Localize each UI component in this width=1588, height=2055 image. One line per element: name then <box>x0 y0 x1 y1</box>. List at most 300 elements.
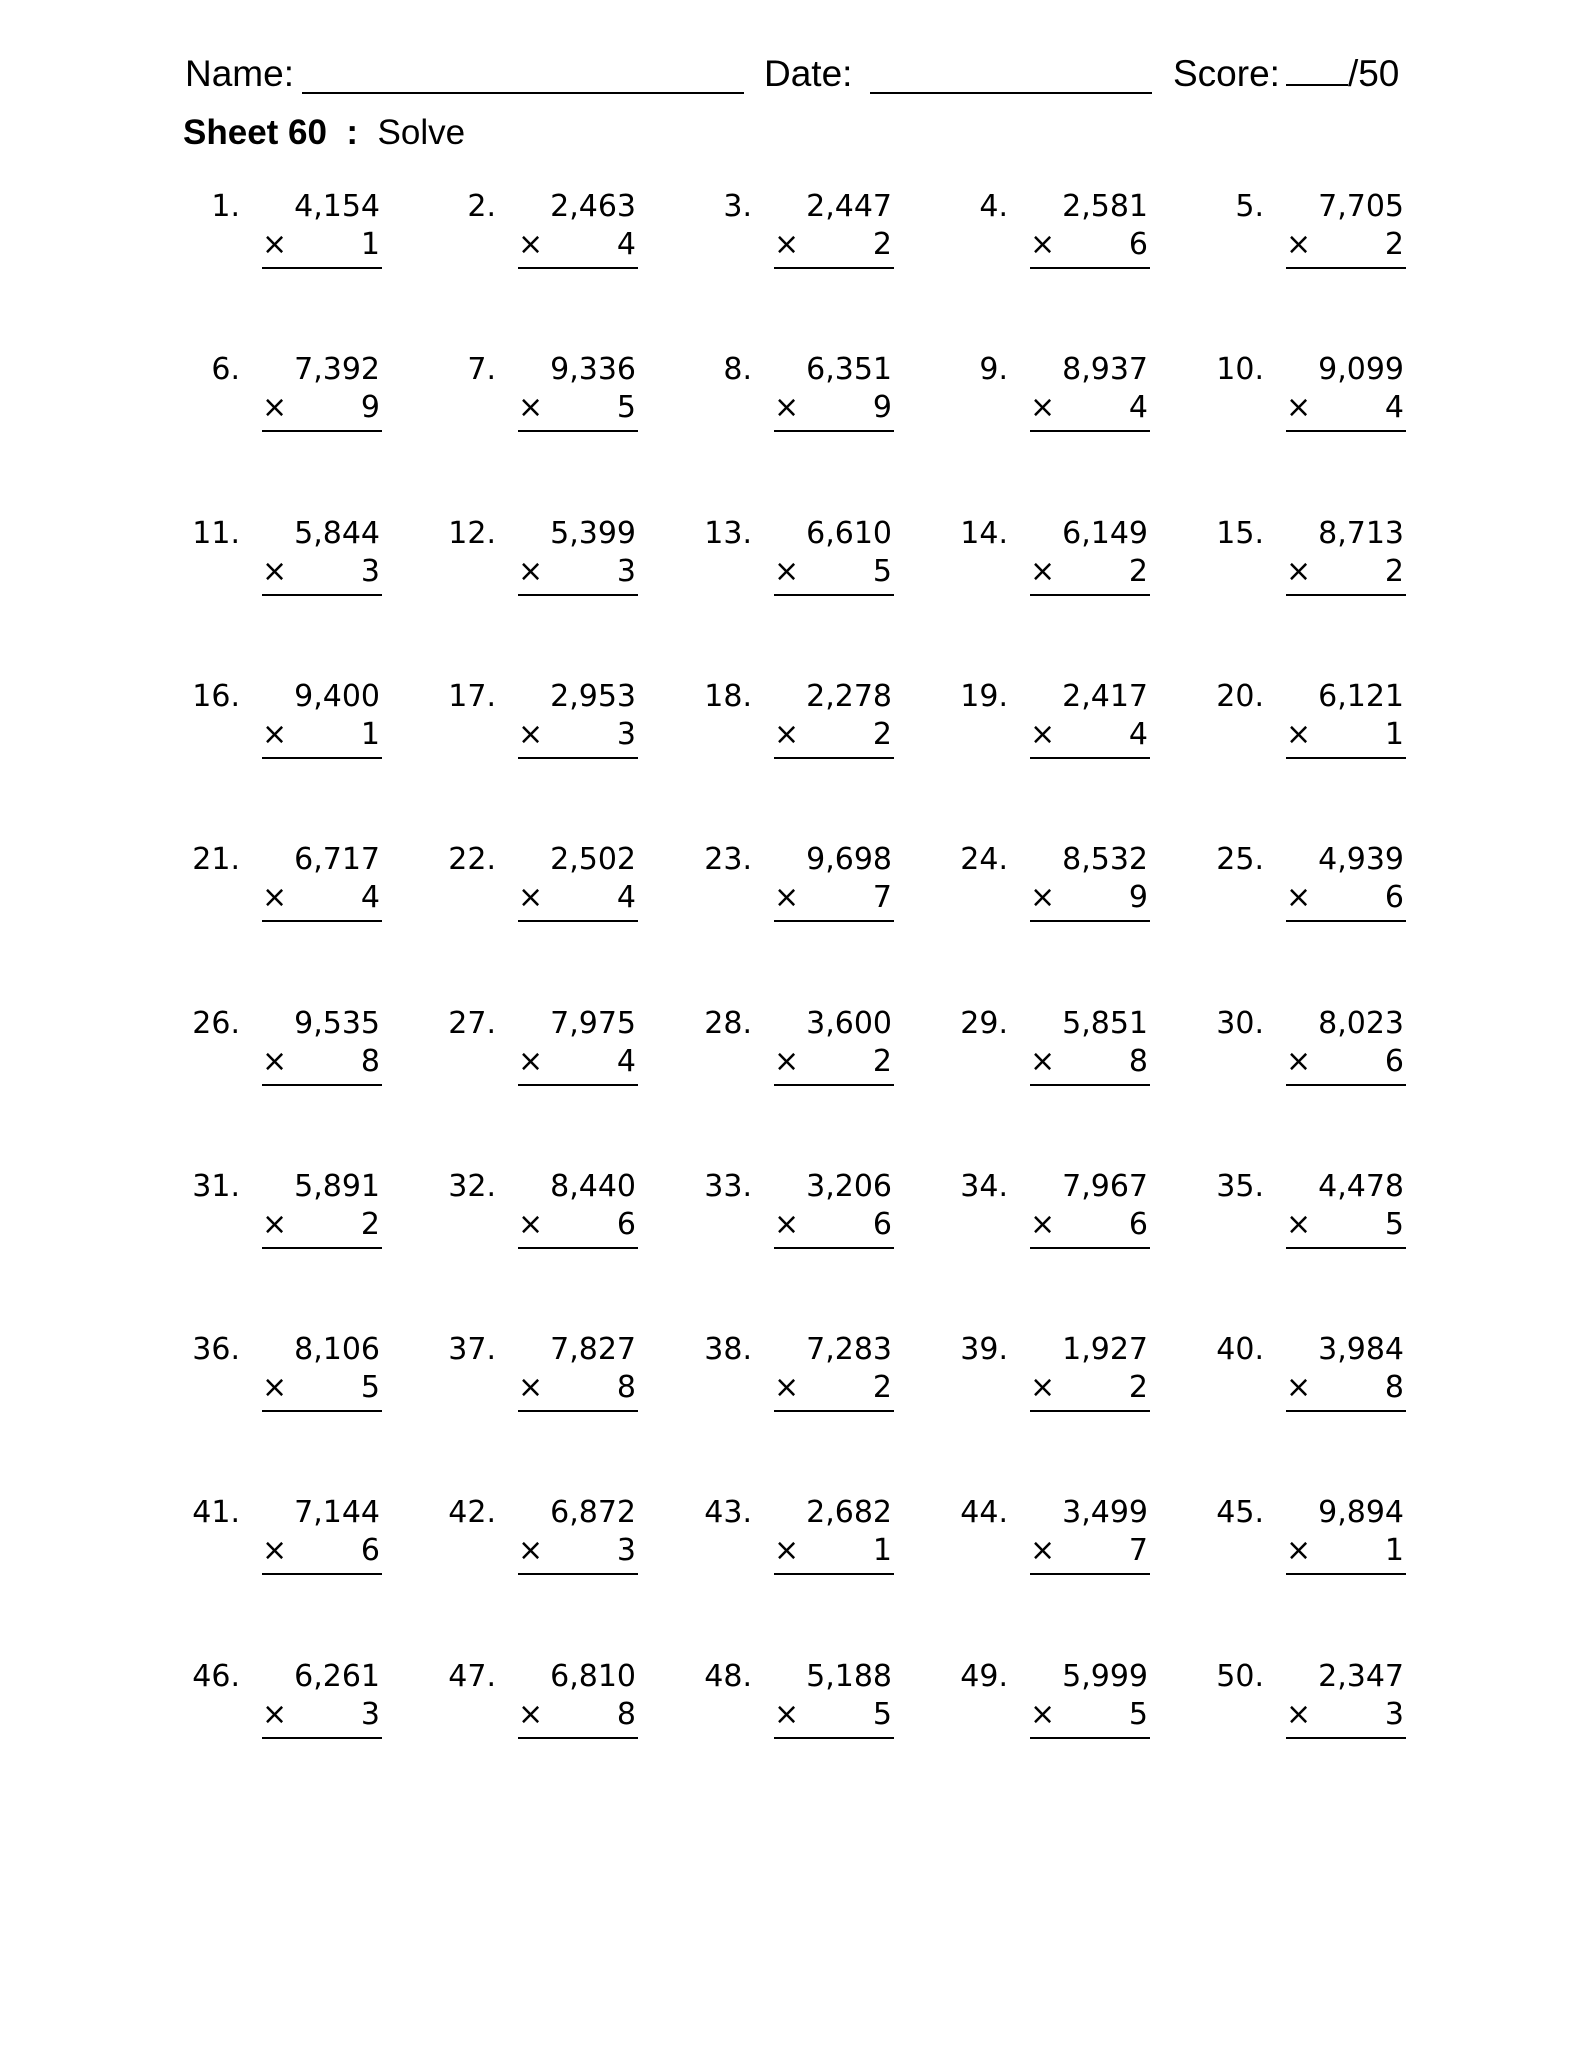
problem-number: 32. <box>448 1169 496 1204</box>
problem-number: 38. <box>704 1332 752 1367</box>
multiplier: 8 <box>1128 1044 1148 1079</box>
multiplier: 6 <box>360 1533 380 1568</box>
problem-item <box>694 349 934 449</box>
multiply-sign: × <box>262 1207 288 1242</box>
multiplicand: 4,154 <box>294 189 380 224</box>
problem-number: 19. <box>960 679 1008 714</box>
multiplicand: 6,810 <box>550 1659 636 1694</box>
multiplier: 4 <box>1128 717 1148 752</box>
multiplier: 2 <box>1384 554 1404 589</box>
answer-line[interactable] <box>1030 1084 1150 1086</box>
multiplicand: 2,682 <box>806 1495 892 1530</box>
answer-line[interactable] <box>262 757 382 759</box>
multiply-sign: × <box>518 1697 544 1732</box>
problem-item <box>950 1166 1190 1266</box>
multiplier: 1 <box>360 717 380 752</box>
multiplier: 2 <box>872 1370 892 1405</box>
multiplier: 8 <box>616 1370 636 1405</box>
answer-line[interactable] <box>1030 757 1150 759</box>
problem-number: 46. <box>192 1659 240 1694</box>
multiply-sign: × <box>262 880 288 915</box>
answer-line[interactable] <box>1030 1573 1150 1575</box>
multiplier: 5 <box>872 554 892 589</box>
multiplicand: 2,278 <box>806 679 892 714</box>
multiplier: 2 <box>872 717 892 752</box>
problem-item <box>438 349 678 449</box>
problem-number: 27. <box>448 1006 496 1041</box>
multiplicand: 6,610 <box>806 516 892 551</box>
problem-number: 40. <box>1216 1332 1264 1367</box>
multiplicand: 2,447 <box>806 189 892 224</box>
problem-item <box>438 1656 678 1756</box>
problem-number: 37. <box>448 1332 496 1367</box>
problem-number: 1. <box>211 189 240 224</box>
multiplier: 6 <box>616 1207 636 1242</box>
problem-item <box>950 1329 1190 1429</box>
multiply-sign: × <box>1030 880 1056 915</box>
answer-line[interactable] <box>774 1247 894 1249</box>
problem-item <box>438 839 678 939</box>
problem-item <box>1206 1003 1446 1103</box>
answer-line[interactable] <box>262 1084 382 1086</box>
answer-line[interactable] <box>1030 594 1150 596</box>
answer-line[interactable] <box>774 1737 894 1739</box>
multiply-sign: × <box>1030 1533 1056 1568</box>
multiplier: 6 <box>1128 227 1148 262</box>
problem-item <box>694 1003 934 1103</box>
multiplier: 2 <box>1128 1370 1148 1405</box>
problem-number: 24. <box>960 842 1008 877</box>
problem-item <box>182 839 422 939</box>
problem-number: 18. <box>704 679 752 714</box>
multiplier: 2 <box>1384 227 1404 262</box>
problem-number: 25. <box>1216 842 1264 877</box>
multiply-sign: × <box>1030 1370 1056 1405</box>
problem-item <box>182 186 422 286</box>
problem-item <box>182 1003 422 1103</box>
problem-item <box>438 1166 678 1266</box>
problem-number: 49. <box>960 1659 1008 1694</box>
answer-line[interactable] <box>518 594 638 596</box>
multiplier: 1 <box>872 1533 892 1568</box>
problem-number: 21. <box>192 842 240 877</box>
multiply-sign: × <box>262 1533 288 1568</box>
multiply-sign: × <box>518 390 544 425</box>
problem-number: 22. <box>448 842 496 877</box>
problem-number: 20. <box>1216 679 1264 714</box>
multiplier: 3 <box>616 554 636 589</box>
multiplicand: 2,502 <box>550 842 636 877</box>
problem-number: 29. <box>960 1006 1008 1041</box>
problem-number: 7. <box>467 352 496 387</box>
multiplier: 5 <box>360 1370 380 1405</box>
problem-number: 39. <box>960 1332 1008 1367</box>
multiply-sign: × <box>518 554 544 589</box>
problem-number: 26. <box>192 1006 240 1041</box>
multiplicand: 8,532 <box>1062 842 1148 877</box>
multiplier: 4 <box>1384 390 1404 425</box>
multiplier: 9 <box>872 390 892 425</box>
multiplicand: 4,478 <box>1318 1169 1404 1204</box>
answer-line[interactable] <box>518 430 638 432</box>
problem-number: 4. <box>979 189 1008 224</box>
multiplier: 9 <box>360 390 380 425</box>
multiplier: 5 <box>1128 1697 1148 1732</box>
problem-number: 17. <box>448 679 496 714</box>
multiplier: 4 <box>360 880 380 915</box>
problem-number: 14. <box>960 516 1008 551</box>
problem-number: 16. <box>192 679 240 714</box>
multiplicand: 8,713 <box>1318 516 1404 551</box>
problem-item <box>438 1492 678 1592</box>
problem-item <box>438 513 678 613</box>
answer-line[interactable] <box>518 1573 638 1575</box>
problem-number: 35. <box>1216 1169 1264 1204</box>
multiplicand: 9,099 <box>1318 352 1404 387</box>
answer-line[interactable] <box>1286 757 1406 759</box>
answer-line[interactable] <box>1286 920 1406 922</box>
problem-item <box>1206 513 1446 613</box>
multiplier: 4 <box>616 1044 636 1079</box>
answer-line[interactable] <box>518 757 638 759</box>
multiplicand: 8,023 <box>1318 1006 1404 1041</box>
multiply-sign: × <box>262 717 288 752</box>
sheet-number: Sheet 60 <box>183 113 327 152</box>
sheet-instruction: Solve <box>377 113 466 152</box>
multiply-sign: × <box>518 227 544 262</box>
problem-number: 13. <box>704 516 752 551</box>
multiplicand: 7,392 <box>294 352 380 387</box>
multiply-sign: × <box>1030 1044 1056 1079</box>
multiplicand: 6,261 <box>294 1659 380 1694</box>
problem-item <box>438 1003 678 1103</box>
problem-number: 3. <box>723 189 752 224</box>
problem-item <box>1206 1329 1446 1429</box>
problem-number: 12. <box>448 516 496 551</box>
multiplicand: 8,440 <box>550 1169 636 1204</box>
problem-item <box>694 1656 934 1756</box>
answer-line[interactable] <box>774 267 894 269</box>
problem-item <box>182 676 422 776</box>
problem-item <box>438 676 678 776</box>
problem-item <box>694 839 934 939</box>
multiplier: 2 <box>872 1044 892 1079</box>
problem-item <box>182 1492 422 1592</box>
multiply-sign: × <box>262 1370 288 1405</box>
multiplier: 2 <box>360 1207 380 1242</box>
multiply-sign: × <box>774 717 800 752</box>
answer-line[interactable] <box>1286 1084 1406 1086</box>
problem-number: 33. <box>704 1169 752 1204</box>
multiply-sign: × <box>1030 717 1056 752</box>
multiplicand: 9,336 <box>550 352 636 387</box>
multiplicand: 9,698 <box>806 842 892 877</box>
multiplier: 1 <box>1384 1533 1404 1568</box>
multiplier: 4 <box>1128 390 1148 425</box>
multiplicand: 3,984 <box>1318 1332 1404 1367</box>
multiplier: 4 <box>616 880 636 915</box>
multiplicand: 9,535 <box>294 1006 380 1041</box>
multiplicand: 2,463 <box>550 189 636 224</box>
multiplier: 3 <box>360 1697 380 1732</box>
answer-line[interactable] <box>1286 1737 1406 1739</box>
answer-line[interactable] <box>774 757 894 759</box>
problem-item <box>694 186 934 286</box>
problem-item <box>182 1166 422 1266</box>
multiplicand: 6,149 <box>1062 516 1148 551</box>
multiply-sign: × <box>1286 1370 1312 1405</box>
answer-line[interactable] <box>262 594 382 596</box>
multiplier: 1 <box>360 227 380 262</box>
multiply-sign: × <box>1286 1533 1312 1568</box>
problem-item <box>694 1492 934 1592</box>
multiplicand: 3,206 <box>806 1169 892 1204</box>
multiply-sign: × <box>518 1207 544 1242</box>
problem-item <box>950 1003 1190 1103</box>
multiplier: 3 <box>1384 1697 1404 1732</box>
multiplicand: 2,581 <box>1062 189 1148 224</box>
answer-line[interactable] <box>1286 1247 1406 1249</box>
answer-line[interactable] <box>262 267 382 269</box>
multiplicand: 5,891 <box>294 1169 380 1204</box>
score-label: Score: <box>1173 53 1280 94</box>
problem-item <box>694 676 934 776</box>
problem-item <box>438 186 678 286</box>
multiplicand: 9,400 <box>294 679 380 714</box>
problem-item <box>1206 1656 1446 1756</box>
multiply-sign: × <box>1286 1207 1312 1242</box>
multiply-sign: × <box>774 1533 800 1568</box>
problem-number: 9. <box>979 352 1008 387</box>
problem-item <box>950 1492 1190 1592</box>
problem-number: 6. <box>211 352 240 387</box>
multiply-sign: × <box>774 1370 800 1405</box>
answer-line[interactable] <box>1286 430 1406 432</box>
multiplier: 2 <box>872 227 892 262</box>
multiplier: 8 <box>616 1697 636 1732</box>
multiplier: 9 <box>1128 880 1148 915</box>
answer-line[interactable] <box>262 1410 382 1412</box>
answer-line[interactable] <box>1286 1573 1406 1575</box>
multiply-sign: × <box>774 554 800 589</box>
problem-number: 47. <box>448 1659 496 1694</box>
answer-line[interactable] <box>1030 1737 1150 1739</box>
answer-line[interactable] <box>1286 267 1406 269</box>
problem-item <box>182 1656 422 1756</box>
multiply-sign: × <box>518 880 544 915</box>
answer-line[interactable] <box>774 1084 894 1086</box>
multiplicand: 3,600 <box>806 1006 892 1041</box>
problem-number: 5. <box>1235 189 1264 224</box>
multiplicand: 7,283 <box>806 1332 892 1367</box>
multiply-sign: × <box>774 1044 800 1079</box>
answer-line[interactable] <box>774 920 894 922</box>
multiplier: 6 <box>872 1207 892 1242</box>
answer-line[interactable] <box>518 267 638 269</box>
multiplicand: 7,705 <box>1318 189 1404 224</box>
multiply-sign: × <box>774 880 800 915</box>
problem-number: 15. <box>1216 516 1264 551</box>
multiply-sign: × <box>262 554 288 589</box>
multiply-sign: × <box>1286 227 1312 262</box>
multiply-sign: × <box>518 1370 544 1405</box>
multiply-sign: × <box>262 1697 288 1732</box>
multiply-sign: × <box>262 390 288 425</box>
problem-number: 48. <box>704 1659 752 1694</box>
answer-line[interactable] <box>774 594 894 596</box>
multiplicand: 7,144 <box>294 1495 380 1530</box>
multiplicand: 6,717 <box>294 842 380 877</box>
answer-line[interactable] <box>1286 594 1406 596</box>
answer-line[interactable] <box>262 1737 382 1739</box>
multiply-sign: × <box>774 227 800 262</box>
problem-item <box>1206 1166 1446 1266</box>
multiplicand: 7,827 <box>550 1332 636 1367</box>
answer-line[interactable] <box>518 1247 638 1249</box>
multiplicand: 4,939 <box>1318 842 1404 877</box>
multiplicand: 3,499 <box>1062 1495 1148 1530</box>
multiply-sign: × <box>262 1044 288 1079</box>
problem-item <box>694 1166 934 1266</box>
answer-line[interactable] <box>774 1573 894 1575</box>
multiplier: 4 <box>616 227 636 262</box>
problem-item <box>950 839 1190 939</box>
answer-line[interactable] <box>1030 1410 1150 1412</box>
multiply-sign: × <box>774 1697 800 1732</box>
problem-item <box>950 513 1190 613</box>
multiplicand: 7,975 <box>550 1006 636 1041</box>
multiplier: 2 <box>1128 554 1148 589</box>
multiply-sign: × <box>518 1533 544 1568</box>
problem-number: 43. <box>704 1495 752 1530</box>
multiply-sign: × <box>518 717 544 752</box>
multiplier: 6 <box>1128 1207 1148 1242</box>
problem-number: 11. <box>192 516 240 551</box>
problem-number: 28. <box>704 1006 752 1041</box>
answer-line[interactable] <box>1030 1247 1150 1249</box>
answer-line[interactable] <box>518 920 638 922</box>
multiplicand: 2,347 <box>1318 1659 1404 1694</box>
problem-number: 34. <box>960 1169 1008 1204</box>
multiplicand: 7,967 <box>1062 1169 1148 1204</box>
multiplicand: 1,927 <box>1062 1332 1148 1367</box>
multiplier: 8 <box>360 1044 380 1079</box>
multiply-sign: × <box>1286 554 1312 589</box>
multiplicand: 8,106 <box>294 1332 380 1367</box>
answer-line[interactable] <box>262 1573 382 1575</box>
multiply-sign: × <box>1030 1207 1056 1242</box>
multiplicand: 6,121 <box>1318 679 1404 714</box>
date-label: Date: <box>764 53 853 94</box>
multiply-sign: × <box>1286 1044 1312 1079</box>
answer-line[interactable] <box>1030 267 1150 269</box>
problem-number: 45. <box>1216 1495 1264 1530</box>
problem-item <box>1206 676 1446 776</box>
problem-item <box>694 513 934 613</box>
problem-item <box>1206 1492 1446 1592</box>
multiply-sign: × <box>774 1207 800 1242</box>
multiply-sign: × <box>1030 227 1056 262</box>
multiplicand: 6,872 <box>550 1495 636 1530</box>
multiplicand: 6,351 <box>806 352 892 387</box>
multiplier: 6 <box>1384 880 1404 915</box>
problem-item <box>950 349 1190 449</box>
problem-item <box>950 676 1190 776</box>
answer-line[interactable] <box>774 430 894 432</box>
multiply-sign: × <box>518 1044 544 1079</box>
multiplier: 7 <box>872 880 892 915</box>
problem-number: 10. <box>1216 352 1264 387</box>
multiply-sign: × <box>1286 390 1312 425</box>
problem-number: 36. <box>192 1332 240 1367</box>
problem-item <box>182 349 422 449</box>
multiplier: 5 <box>1384 1207 1404 1242</box>
answer-line[interactable] <box>518 1410 638 1412</box>
problem-item <box>182 1329 422 1429</box>
multiplicand: 5,851 <box>1062 1006 1148 1041</box>
multiply-sign: × <box>774 390 800 425</box>
multiplicand: 8,937 <box>1062 352 1148 387</box>
problem-number: 2. <box>467 189 496 224</box>
answer-line[interactable] <box>262 920 382 922</box>
multiply-sign: × <box>1286 880 1312 915</box>
problem-number: 42. <box>448 1495 496 1530</box>
multiplier: 8 <box>1384 1370 1404 1405</box>
answer-line[interactable] <box>262 430 382 432</box>
problem-item <box>1206 349 1446 449</box>
multiplicand: 5,844 <box>294 516 380 551</box>
multiplicand: 2,417 <box>1062 679 1148 714</box>
answer-line[interactable] <box>1030 430 1150 432</box>
multiplicand: 2,953 <box>550 679 636 714</box>
title-separator: : <box>346 113 359 152</box>
multiply-sign: × <box>1030 390 1056 425</box>
name-label: Name: <box>185 53 294 94</box>
multiplier: 3 <box>616 717 636 752</box>
problem-number: 31. <box>192 1169 240 1204</box>
answer-line[interactable] <box>1030 920 1150 922</box>
multiplicand: 9,894 <box>1318 1495 1404 1530</box>
answer-line[interactable] <box>262 1247 382 1249</box>
answer-line[interactable] <box>518 1737 638 1739</box>
multiply-sign: × <box>262 227 288 262</box>
multiplicand: 5,999 <box>1062 1659 1148 1694</box>
multiply-sign: × <box>1286 1697 1312 1732</box>
multiplier: 3 <box>360 554 380 589</box>
multiplicand: 5,188 <box>806 1659 892 1694</box>
multiply-sign: × <box>1030 1697 1056 1732</box>
problem-number: 30. <box>1216 1006 1264 1041</box>
multiplier: 7 <box>1128 1533 1148 1568</box>
answer-line[interactable] <box>518 1084 638 1086</box>
answer-line[interactable] <box>1286 1410 1406 1412</box>
multiplier: 5 <box>872 1697 892 1732</box>
score-total: /50 <box>1347 53 1400 94</box>
multiplier: 3 <box>616 1533 636 1568</box>
multiply-sign: × <box>1286 717 1312 752</box>
problem-number: 23. <box>704 842 752 877</box>
problem-item <box>694 1329 934 1429</box>
problem-item <box>1206 186 1446 286</box>
answer-line[interactable] <box>774 1410 894 1412</box>
multiplier: 1 <box>1384 717 1404 752</box>
problem-number: 41. <box>192 1495 240 1530</box>
problem-item <box>950 1656 1190 1756</box>
problem-number: 44. <box>960 1495 1008 1530</box>
problem-number: 8. <box>723 352 752 387</box>
problem-item <box>950 186 1190 286</box>
problem-item <box>438 1329 678 1429</box>
